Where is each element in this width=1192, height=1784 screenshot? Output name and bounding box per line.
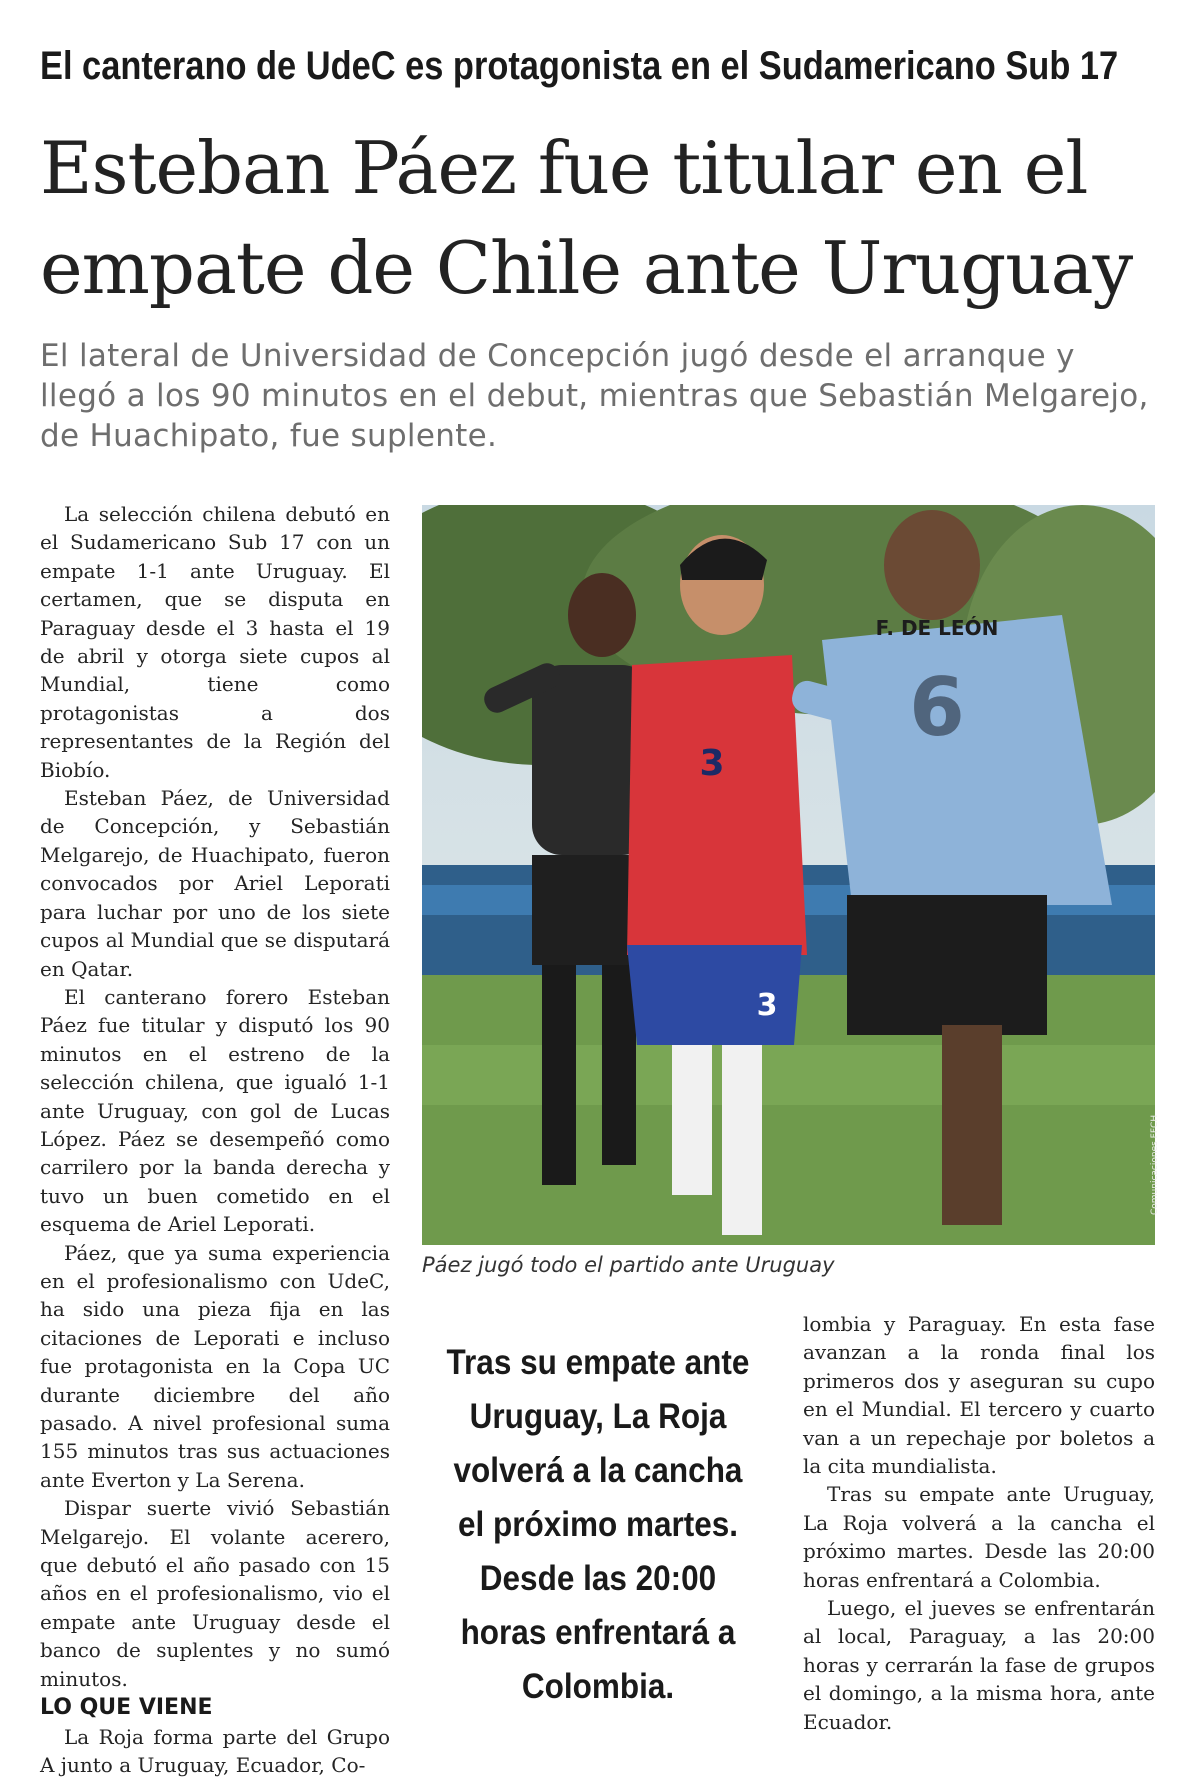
body-paragraph: Luego, el jueves se enfrentarán al local, Paraguay, a las 20:00 horas y cerrarán la fase de grupos el domingo, a la misma hora, ante Ecuador. (803, 1596, 1155, 1734)
body-paragraph: Esteban Páez, de Universidad de Concepción, y Sebastián Melgarejo, de Huachipato, fueron convocados por Ariel Leporati para luchar por uno de los siete cupos al Mundial que se disputará en Qatar. (40, 786, 390, 981)
subhead: El lateral de Universidad de Concepción jugó desde el arranque y llegó a los 90 minutos en el debut, mientras que Sebastián Melgarejo, de Huachipato, fue suplente. (40, 338, 1149, 454)
body-paragraph: La selección chilena debutó en el Sudamericano Sub 17 con un empate 1-1 ante Uruguay. El certamen, que se disputa en Paraguay desde el 3 hasta el 19 de abril y otorga siete cupos al Mundial, tiene como protagonistas a dos representantes de la Región del Biobío. (40, 502, 390, 782)
body-paragraph: Dispar suerte vivió Sebastián Melgarejo. El volante acerero, que debutó el año pasado con 15 años en el profesionalismo, vio el empate ante Uruguay desde el banco de suplentes y no sumó minutos. (40, 1496, 390, 1691)
body-paragraph: La Roja forma parte del Grupo A junto a Uruguay, Ecuador, Co- (40, 1725, 390, 1778)
kicker: El canterano de UdeC es protagonista en el Sudamericano Sub 17 (40, 44, 1119, 88)
headline: Esteban Páez fue titular en el empate de Chile ante Uruguay (40, 126, 1133, 310)
chile-shorts-number: 3 (756, 988, 778, 1023)
match-photo (422, 505, 1155, 1245)
pullquote: Tras su empate ante Uruguay, La Roja volverá a la cancha el próximo martes. Desde las 20:00 horas enfrentará a Colombia. (446, 1343, 750, 1706)
body-paragraph: El canterano forero Esteban Páez fue titular y disputó los 90 minutos en el estreno de la selección chilena, que igualó 1-1 ante Uruguay, con gol de Lucas López. Páez se desempeñó como carrilero por la banda derecha y tuvo un buen cometido en el esquema de Ariel Leporati. (40, 984, 390, 1237)
chile-jersey-number: 3 (699, 743, 725, 784)
body-paragraph: lombia y Paraguay. En esta fase avanzan a la ronda final los primeros dos y aseguran su cupo en el Mundial. El tercero y cuarto van a un repechaje por boletos a la cita mundialista. (803, 1312, 1155, 1479)
body-paragraph: Tras su empate ante Uruguay, La Roja volverá a la cancha el próximo martes. Desde las 20:00 horas enfrentará a Colombia. (803, 1482, 1155, 1592)
body-paragraph: Páez, que ya suma experiencia en el profesionalismo con UdeC, ha sido una pieza fija en las citaciones de Leporati e incluso fue protagonista en la Copa UC durante diciembre del año pasado. A nivel profesional suma 155 minutos tras sus actuaciones ante Everton y La Serena. (40, 1240, 390, 1492)
article-column-left (40, 500, 390, 1780)
uruguay-jersey-name: F. DE LEÓN (875, 616, 999, 640)
photo-credit: Comunicaciones FFCH (1150, 1114, 1160, 1215)
match-photo-illustration (422, 505, 1155, 1245)
uruguay-jersey-number: 6 (909, 661, 965, 754)
article-column-right (803, 1310, 1155, 1736)
photo-caption: Páez jugó todo el partido ante Uruguay (422, 1253, 835, 1277)
section-heading: LO QUE VIENE (40, 1695, 213, 1721)
